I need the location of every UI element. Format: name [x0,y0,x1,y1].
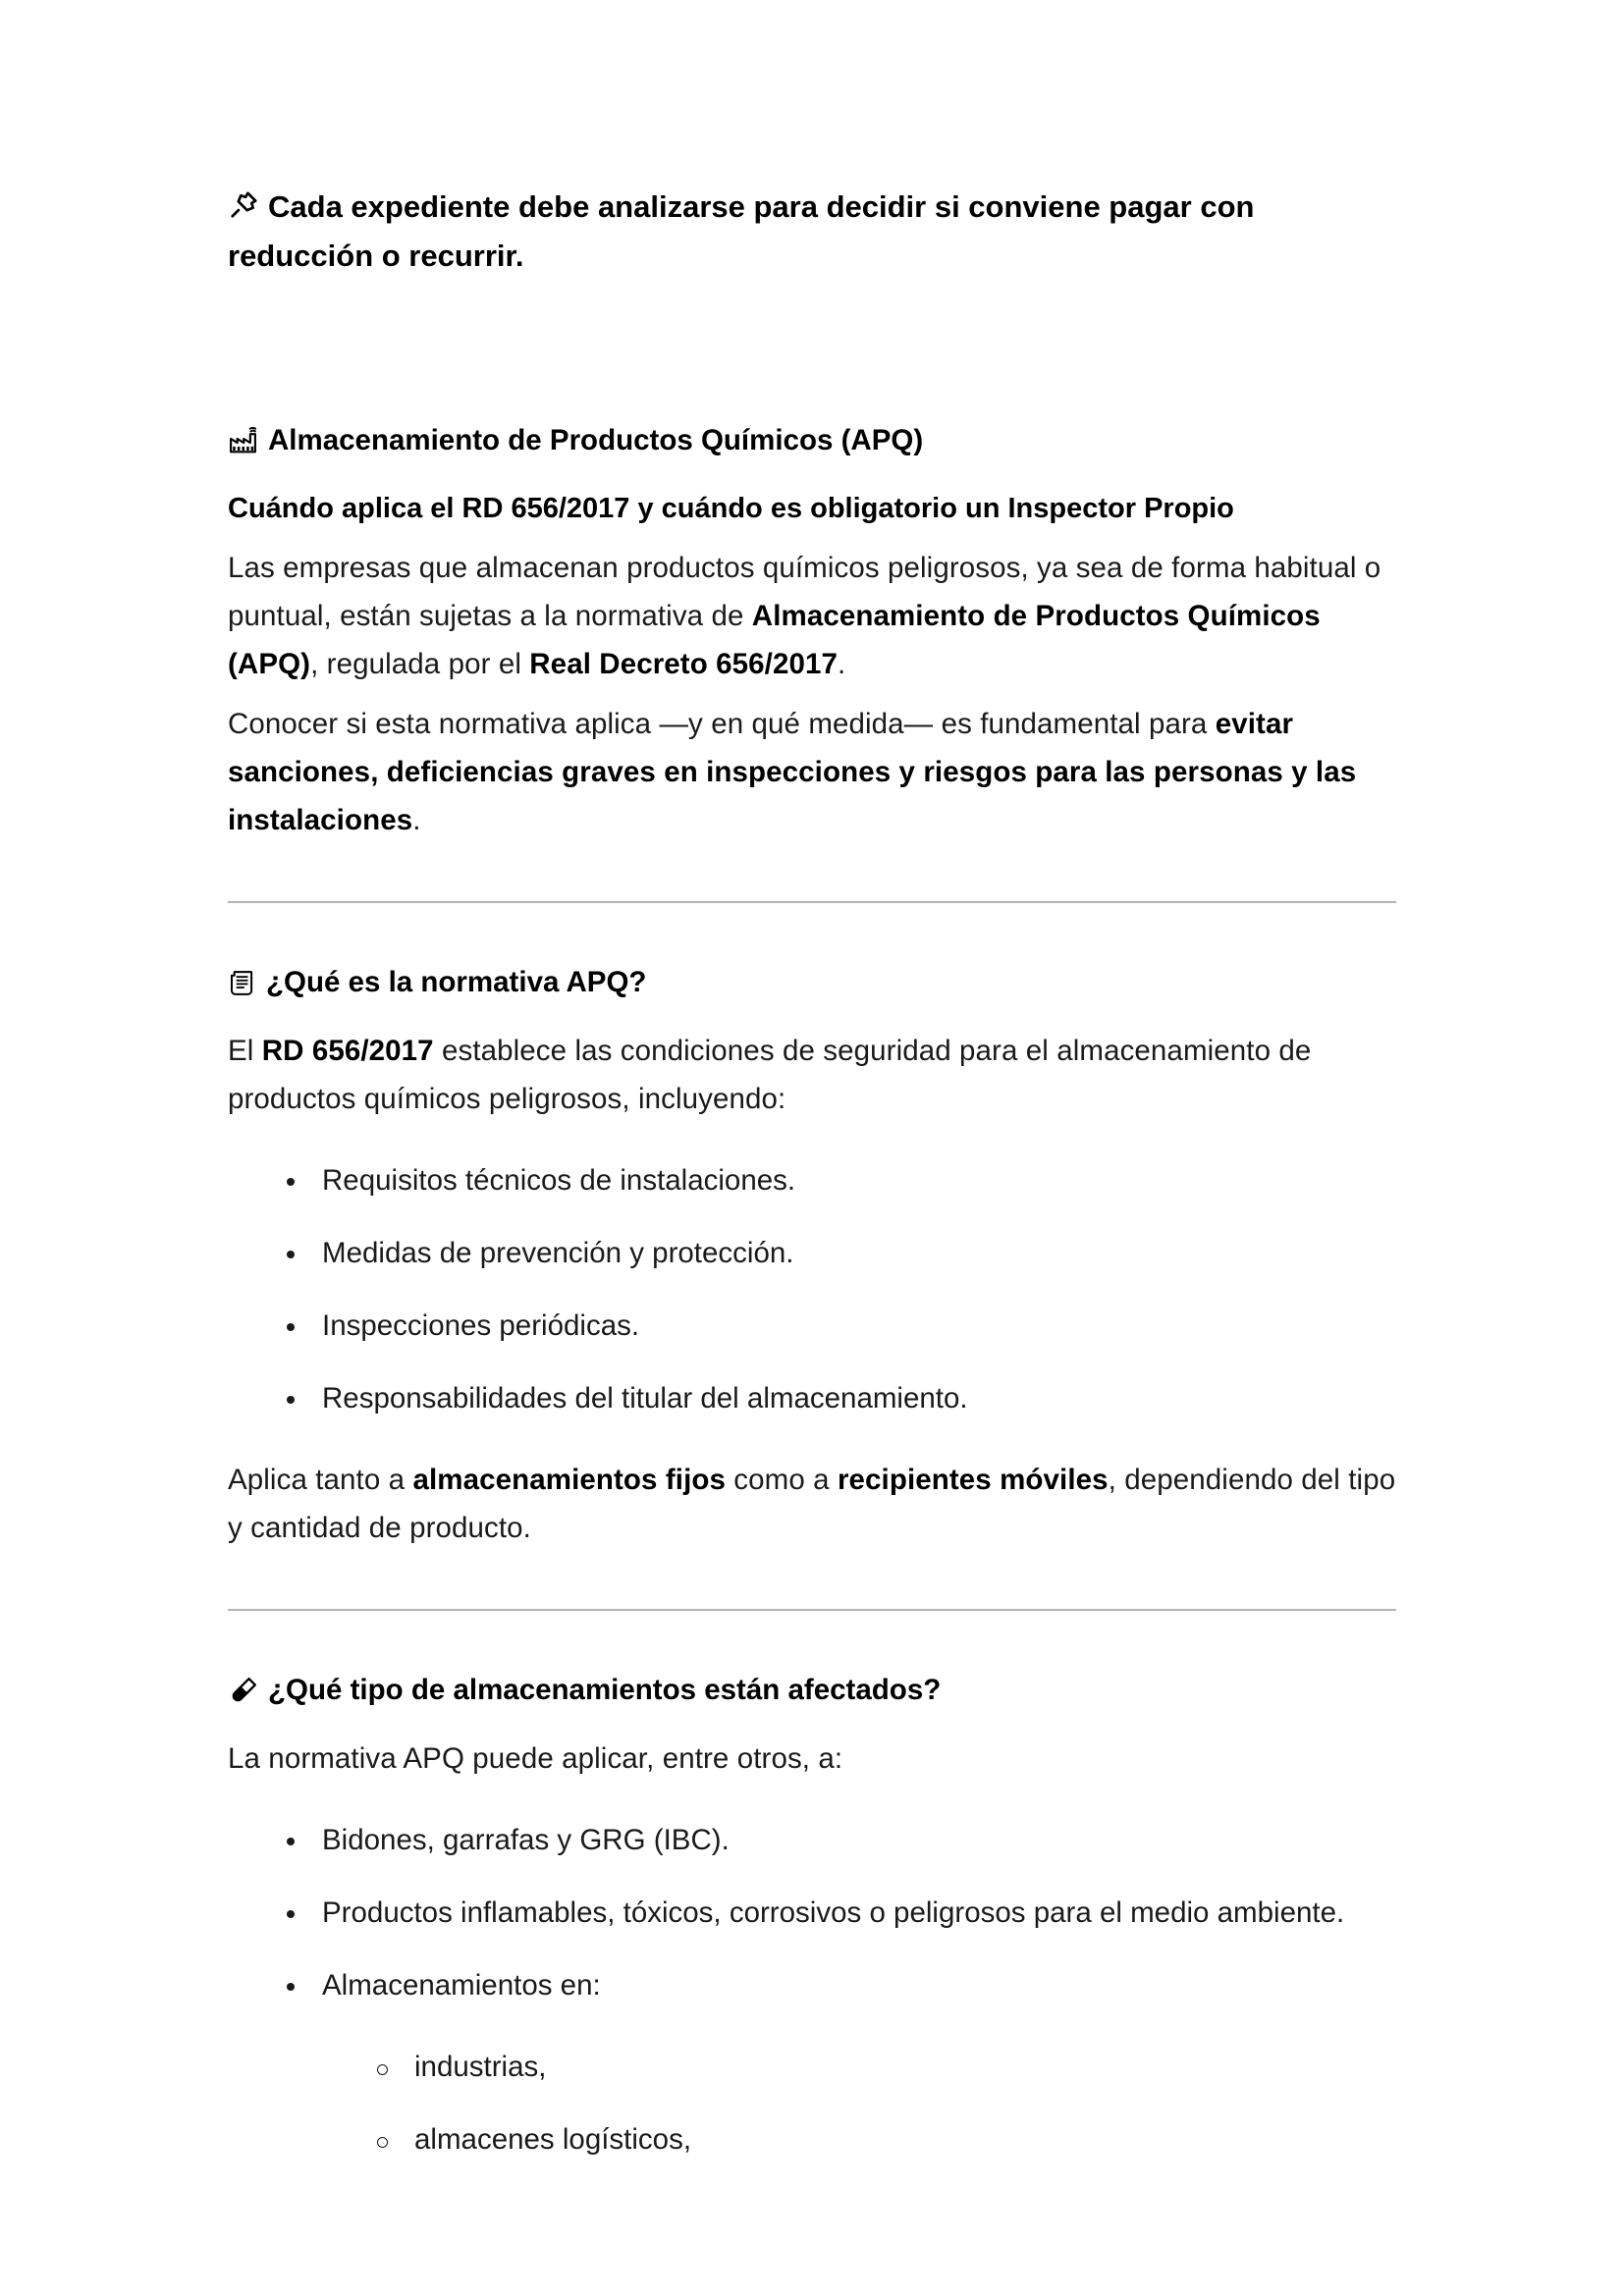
section-heading-tipos [228,1668,1396,1713]
section-heading-que-es [228,960,1396,1005]
scroll-document-icon [228,969,256,997]
list-item-label: Productos inflamables, tóxicos, corrosivos o peligrosos para el medio ambiente. [322,1896,1345,1929]
list-item [228,1229,1396,1277]
tipos-intro: La normativa APQ puede aplicar, entre otros, a: [228,1742,843,1775]
text-bold: Real Decreto 656/2017 [529,648,838,680]
text-fragment: El [228,1035,262,1067]
text-fragment: Conocer si esta normativa aplica —y en qué medida— es fundamental para [228,708,1216,740]
spacer [228,463,1396,485]
list-item [228,1302,1396,1350]
spacer [228,688,1396,700]
section-heading-text: ¿Qué es la normativa APQ? [266,966,647,998]
spacer [228,1005,1396,1027]
text-fragment: Aplica tanto a [228,1464,413,1496]
text-bold: evitar sanciones, deficiencias graves en inspecciones y riesgos para las personas y las instalaciones [228,708,1357,836]
text-fragment: establece las condiciones de seguridad para el almacenamiento de productos químicos peligrosos, incluyendo: [228,1035,1312,1115]
spacer [228,903,1396,960]
section-heading-apq [228,418,1396,463]
spacer [228,1783,1396,1816]
spacer [228,1422,1396,1456]
que-es-closing [228,1456,1396,1552]
test-tube-icon [228,1676,258,1706]
tipos-subbullet-list [228,2043,1396,2163]
text-fragment: . [837,648,846,680]
apq-subheading: Cuándo aplica el RD 656/2017 y cuándo es obligatorio un Inspector Propio [228,493,1234,524]
lead-text: Cada expediente debe analizarse para decidir si conviene pagar con reducción o recurrir. [228,189,1255,273]
list-item [228,2043,1396,2091]
list-item-label: Almacenamientos en: [322,1969,601,2002]
factory-icon [228,426,258,456]
tipos-bullet-list [228,1816,1396,2009]
list-item-label: Medidas de prevención y protección. [322,1237,794,1269]
que-es-intro [228,1027,1396,1123]
list-item-label: almacenes logísticos, [414,2123,692,2156]
spacer [228,1552,1396,1609]
spacer [228,532,1396,544]
text-bold: RD 656/2017 [261,1035,434,1067]
text-fragment: . [412,804,421,836]
que-es-bullet-list [228,1156,1396,1422]
list-item-label: industrias, [414,2051,547,2083]
text-bold: Almacenamiento de Productos Químicos (APQ) [228,600,1321,680]
section-heading-text: Almacenamiento de Productos Químicos (APQ) [268,424,924,456]
text-fragment: , dependiendo del tipo y cantidad de producto. [228,1464,1396,1544]
text-bold: recipientes móviles [837,1464,1109,1496]
spacer [228,281,1396,418]
apq-paragraph-2 [228,700,1396,844]
apq-paragraph-1 [228,544,1396,688]
lead-callout [228,183,1396,281]
text-fragment: como a [726,1464,838,1496]
list-item-label: Responsabilidades del titular del almacenamiento. [322,1382,968,1415]
text-bold: almacenamientos fijos [412,1464,726,1496]
list-item [228,1889,1396,1937]
spacer [228,1713,1396,1735]
spacer [228,2009,1396,2043]
list-item [228,1156,1396,1204]
list-item [228,1816,1396,1864]
list-item [228,2115,1396,2163]
list-item-label: Inspecciones periódicas. [322,1309,640,1342]
spacer [228,1611,1396,1668]
list-item [228,1961,1396,2009]
spacer [228,1123,1396,1156]
list-item-label: Bidones, garrafas y GRG (IBC). [322,1824,730,1856]
document-body [228,183,1396,2188]
spacer [228,844,1396,901]
text-fragment: Las empresas que almacenan productos químicos peligrosos, ya sea de forma habitual o puntual, están sujetas a la normativa de [228,552,1381,632]
text-fragment: , regulada por el [310,648,530,680]
section-heading-text: ¿Qué tipo de almacenamientos están afectados? [268,1674,942,1706]
list-item [228,1374,1396,1422]
pushpin-icon [228,188,260,221]
list-item-label: Requisitos técnicos de instalaciones. [322,1164,796,1197]
